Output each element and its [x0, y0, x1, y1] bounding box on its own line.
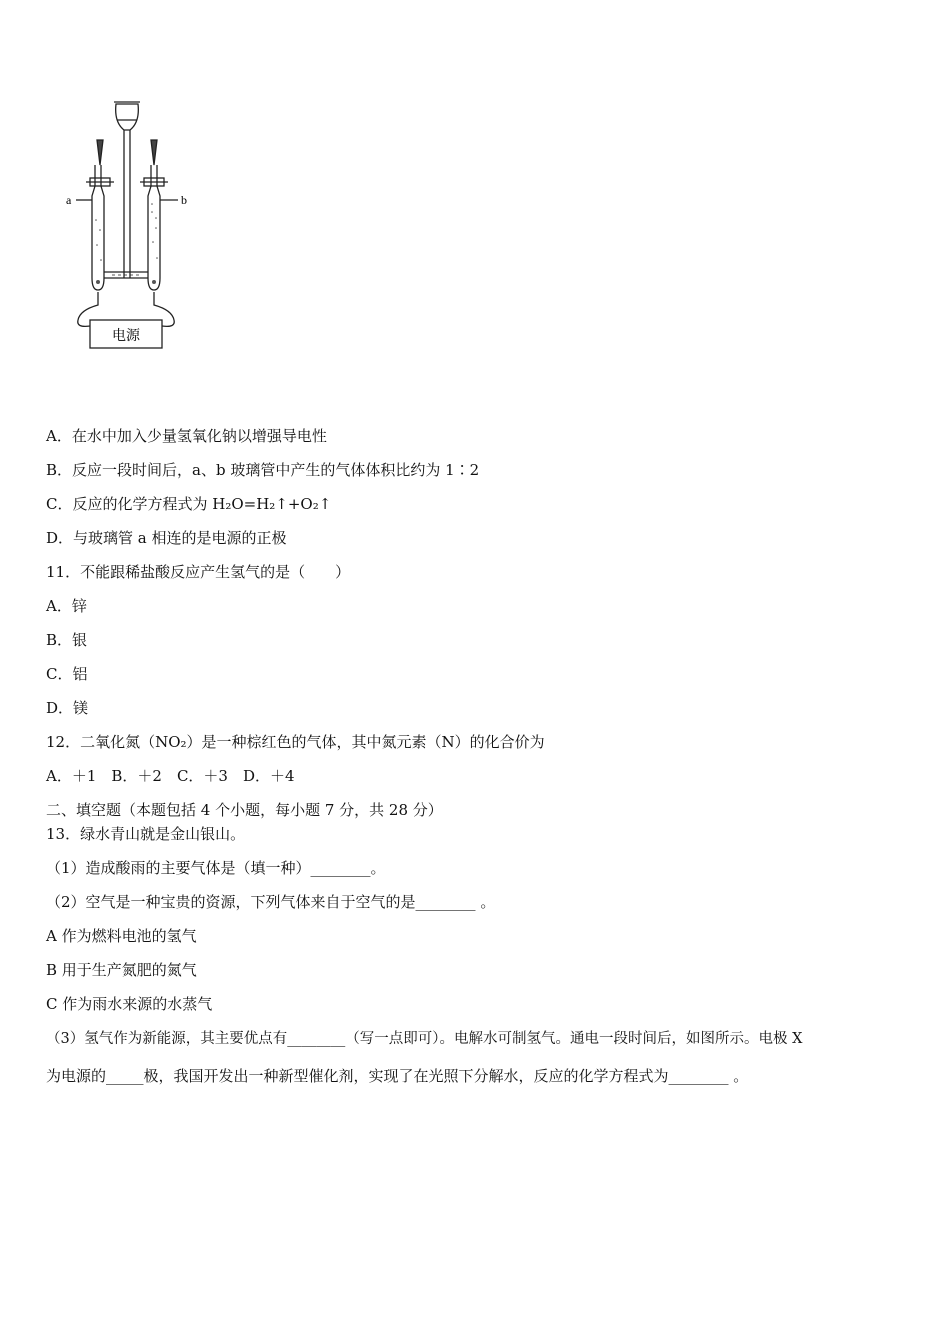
q13-part3-line2: 为电源的_____极，我国开发出一种新型催化剂，实现了在光照下分解水，反应的化学方程式为________ 。 [46, 1067, 749, 1085]
funnel-bowl [116, 104, 139, 130]
q12-options: A．＋1 B．＋2 C．＋3 D．＋4 [46, 767, 295, 785]
section-heading: 二、填空题（本题包括 4 个小题，每小题 7 分，共 28 分） [46, 801, 443, 819]
q13-choice-b: B 用于生产氮肥的氮气 [46, 961, 197, 979]
electrolysis-apparatus-diagram [60, 100, 200, 355]
left-tube [92, 165, 104, 290]
q11-option-b: B．银 [46, 631, 88, 649]
q13-part2: （2）空气是一种宝贵的资源，下列气体来自于空气的是________ 。 [46, 893, 496, 911]
q11-stem: 11．不能跟稀盐酸反应产生氢气的是（ ） [46, 563, 351, 581]
power-label: 电源 [112, 328, 140, 344]
left-tip [97, 140, 103, 165]
q10-option-d: D．与玻璃管 a 相连的是电源的正极 [46, 529, 287, 547]
right-tube [148, 165, 160, 290]
q11-option-a: A．锌 [46, 597, 87, 615]
q13-stem: 13．绿水青山就是金山银山。 [46, 825, 246, 843]
q11-option-c: C．铝 [46, 665, 88, 683]
right-tip [151, 140, 157, 165]
label-b: b [181, 193, 187, 207]
label-a: a [66, 193, 72, 207]
center-tube [124, 130, 130, 278]
q12-stem: 12．二氧化氮（NO₂）是一种棕红色的气体，其中氮元素（N）的化合价为 [46, 733, 545, 751]
q10-option-c: C．反应的化学方程式为 H₂O=H₂↑+O₂↑ [46, 495, 332, 513]
q13-choice-a: A 作为燃料电池的氢气 [46, 927, 197, 945]
q13-part3-line1: （3）氢气作为新能源，其主要优点有________（写一点即可）。电解水可制氢气。通电一段时间后，如图所示。电极 X [46, 1031, 803, 1047]
q10-option-a: A．在水中加入少量氢氧化钠以增强导电性 [46, 427, 327, 445]
q10-option-b: B．反应一段时间后，a、b 玻璃管中产生的气体体积比约为 1∶2 [46, 461, 480, 479]
q13-part1: （1）造成酸雨的主要气体是（填一种）________。 [46, 859, 386, 877]
q11-option-d: D．镁 [46, 699, 89, 717]
q13-choice-c: C 作为雨水来源的水蒸气 [46, 995, 213, 1013]
